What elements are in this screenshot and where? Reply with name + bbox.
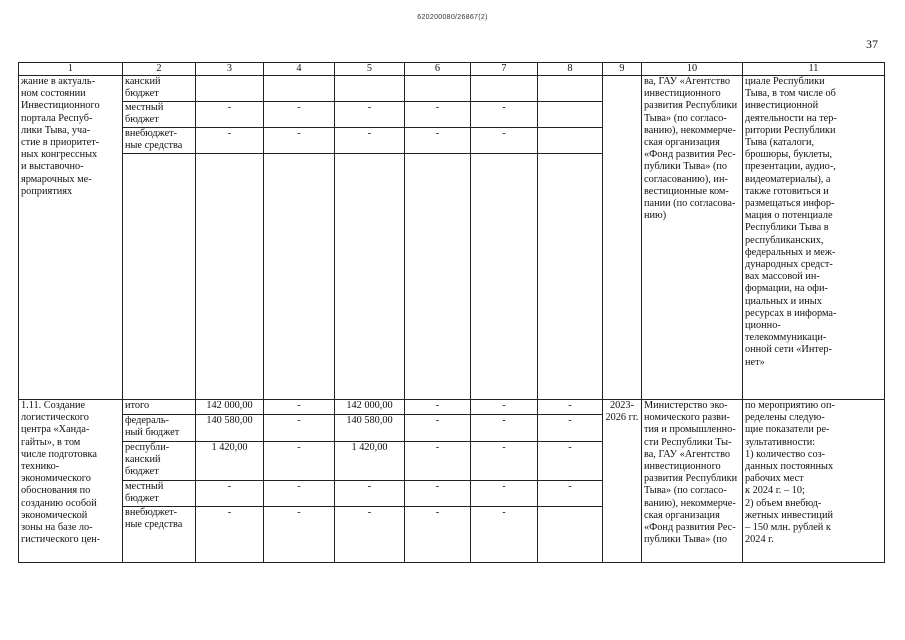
amount-cell: - [196,102,264,128]
amount-cell: - [471,442,538,481]
amount-cell [538,154,603,400]
result-cell: циале Республики Тыва, в том числе об инвестиционной деятельности на тер- ритории Республики Тыва (каталоги, брошюры, буклеты, презентации, аудио-, видеоматериалы), а также готовиться и размещаться инфор- мация о потенциале Республики Тыва в республиканских, федеральных и меж- дународных средст- вах массовой ин- формации, на офи- циальных и иных ресурсах в информа- ционно- телекоммуникаци- онной сети «Интер- нет» [743,76,885,400]
amount-cell: - [405,128,471,154]
funding-source-cell [123,154,196,400]
amount-cell: - [471,102,538,128]
amount-cell [538,76,603,102]
amount-cell [538,102,603,128]
amount-cell: - [405,442,471,481]
amount-cell: - [538,442,603,481]
amount-cell [264,76,335,102]
amount-cell: - [538,481,603,507]
funding-source-cell: местный бюджет [123,102,196,128]
amount-cell: - [405,400,471,415]
activity-name-cell: 1.11. Создание логистического центра «Ханда- гайты», в том числе подготовка технико- экономического обоснования по созданию особой экономической зоны на базе ло- гистического цен- [19,400,123,563]
amount-cell: 1 420,00 [335,442,405,481]
amount-cell [405,154,471,400]
column-number: 2 [123,63,196,76]
amount-cell: - [264,400,335,415]
amount-cell: - [264,481,335,507]
amount-cell: - [196,128,264,154]
period-cell: 2023- 2026 гг. [603,400,642,563]
amount-cell: - [405,415,471,442]
amount-cell [471,154,538,400]
responsible-cell: ва, ГАУ «Агентство инвестиционного развития Республики Тыва» (по согласо- ванию), некоммерче- ская организация «Фонд развития Рес- публики Тыва» (по согласованию), ин- вестиционные ком- пании (по согласова- нию) [642,76,743,400]
amount-cell [405,76,471,102]
activity-name-cell: жание в актуаль- ном состоянии Инвестиционного портала Респуб- лики Тыва, уча- стие в приоритет- ных конгрессных и выставочно- ярмарочных ме- роприятиях [19,76,123,400]
funding-source-cell: внебюджет- ные средства [123,128,196,154]
column-number: 10 [642,63,743,76]
amount-cell: - [264,102,335,128]
amount-cell: - [196,481,264,507]
amount-cell [538,128,603,154]
period-cell [603,76,642,400]
amount-cell [538,507,603,563]
funding-source-cell: итого [123,400,196,415]
funding-source-cell: внебюджет- ные средства [123,507,196,563]
funding-source-cell: канский бюджет [123,76,196,102]
amount-cell: - [471,400,538,415]
column-number-row [19,63,885,76]
column-number: 4 [264,63,335,76]
amount-cell: - [335,102,405,128]
table-row [19,400,885,415]
funding-source-cell: республи- канский бюджет [123,442,196,481]
amount-cell: - [196,507,264,563]
amount-cell: 1 420,00 [196,442,264,481]
amount-cell: - [471,128,538,154]
amount-cell: - [405,481,471,507]
column-number: 6 [405,63,471,76]
amount-cell: 140 580,00 [335,415,405,442]
amount-cell: - [405,507,471,563]
amount-cell: - [264,128,335,154]
program-table [18,62,885,563]
amount-cell: - [471,507,538,563]
amount-cell: - [264,415,335,442]
column-number: 5 [335,63,405,76]
column-number: 3 [196,63,264,76]
amount-cell: - [335,507,405,563]
amount-cell [196,76,264,102]
table-row [19,76,885,102]
amount-cell [264,154,335,400]
funding-source-cell: местный бюджет [123,481,196,507]
amount-cell: 140 580,00 [196,415,264,442]
column-number: 1 [19,63,123,76]
amount-cell: - [471,415,538,442]
amount-cell: - [264,507,335,563]
column-number: 9 [603,63,642,76]
document-id: 620200080/26867(2) [417,14,488,21]
amount-cell: 142 000,00 [196,400,264,415]
result-cell: по мероприятию оп- ределены следую- щие показатели ре- зультативности: 1) количество соз- данных постоянных рабочих мест к 2024 г. – 10; 2) объем внебюд- жетных инвестиций – 150 млн. рублей к 2024 г. [743,400,885,563]
amount-cell [335,76,405,102]
amount-cell: - [264,442,335,481]
amount-cell: - [335,128,405,154]
amount-cell: - [538,400,603,415]
amount-cell: - [538,415,603,442]
responsible-cell: Министерство эко- номического разви- тия и промышленно- сти Республики Ты- ва, ГАУ «Агентство инвестиционного развития Республики Тыва» (по согласо- ванию), некоммерче- ская организация «Фонд развития Рес- публики Тыва» (по [642,400,743,563]
amount-cell: 142 000,00 [335,400,405,415]
column-number: 8 [538,63,603,76]
amount-cell: - [335,481,405,507]
amount-cell: - [405,102,471,128]
column-number: 7 [471,63,538,76]
funding-source-cell: федераль- ный бюджет [123,415,196,442]
page-number: 37 [866,37,878,51]
amount-cell [471,76,538,102]
amount-cell: - [471,481,538,507]
amount-cell [196,154,264,400]
column-number: 11 [743,63,885,76]
amount-cell [335,154,405,400]
